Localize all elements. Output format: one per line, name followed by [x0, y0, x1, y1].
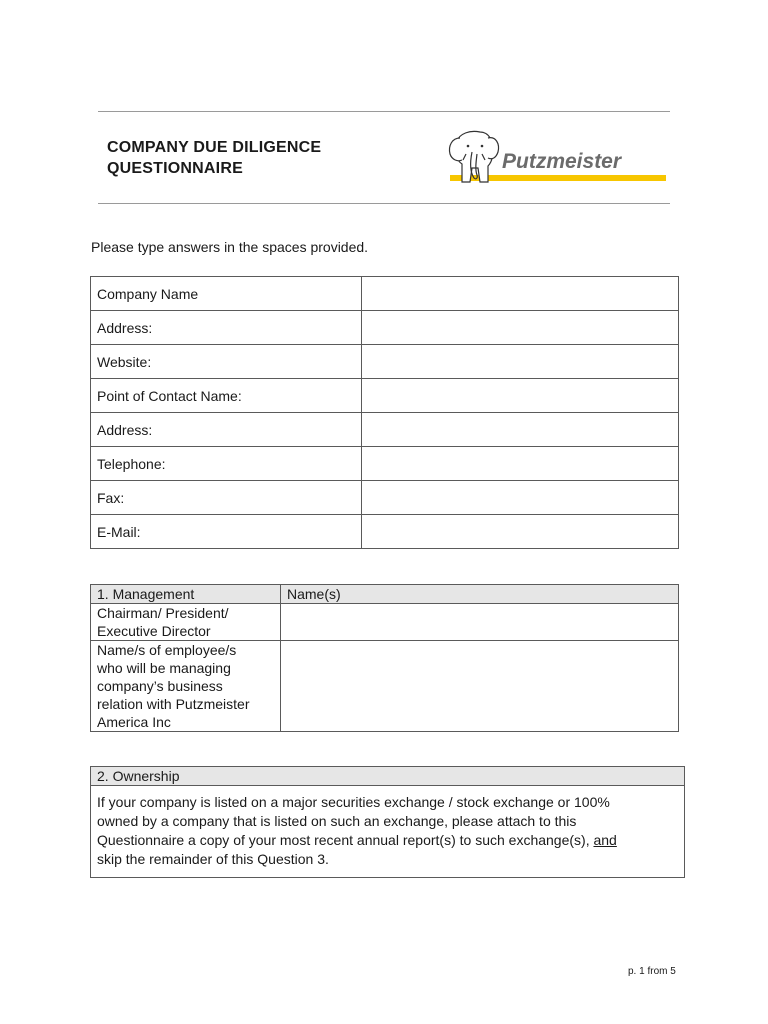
row-label: Address: [91, 413, 362, 447]
title-line-2: QUESTIONNAIRE [107, 160, 243, 177]
table-row [91, 311, 679, 345]
ownership-table [90, 766, 685, 878]
putzmeister-logo [444, 124, 666, 194]
label-line: company’s business [97, 678, 223, 694]
fax-field[interactable] [362, 481, 679, 515]
ownership-line-3-text: Questionnaire a copy of your most recent annual report(s) to such exchange(s), [97, 832, 594, 848]
label-line: America Inc [97, 714, 171, 730]
table-row [91, 786, 685, 878]
header-bottom-rule [98, 203, 670, 204]
row-label: Address: [91, 311, 362, 345]
ownership-line-1: If your company is listed on a major securities exchange / stock exchange or 100% [97, 794, 610, 810]
top-rule [98, 111, 670, 112]
row-label [91, 604, 281, 641]
logo-wordmark: Putzmeister [502, 150, 622, 173]
ownership-header: 2. Ownership [91, 767, 685, 786]
address-field[interactable] [362, 311, 679, 345]
row-label: Fax: [91, 481, 362, 515]
contact-info-table [90, 276, 679, 549]
management-table [90, 584, 679, 732]
row-label: Company Name [91, 277, 362, 311]
row-label: Point of Contact Name: [91, 379, 362, 413]
label-line: who will be managing [97, 660, 231, 676]
table-header-row [91, 767, 685, 786]
row-label: Website: [91, 345, 362, 379]
table-header-row [91, 585, 679, 604]
row-label [91, 641, 281, 732]
table-row [91, 515, 679, 549]
website-field[interactable] [362, 345, 679, 379]
table-row [91, 641, 679, 732]
page-title [107, 137, 407, 179]
table-row [91, 277, 679, 311]
ownership-line-4: skip the remainder of this Question 3. [97, 851, 329, 867]
table-row [91, 447, 679, 481]
instruction-text: Please type answers in the spaces provided. [91, 239, 369, 255]
managing-employees-field[interactable] [281, 641, 679, 732]
row-label: E-Mail: [91, 515, 362, 549]
contact-name-field[interactable] [362, 379, 679, 413]
email-field[interactable] [362, 515, 679, 549]
label-line: Chairman/ President/ [97, 605, 229, 621]
label-line: Executive Director [97, 623, 211, 639]
ownership-and-underlined: and [593, 832, 617, 848]
telephone-field[interactable] [362, 447, 679, 481]
label-line: Name/s of employee/s [97, 642, 237, 658]
company-name-field[interactable] [362, 277, 679, 311]
page-number: p. 1 from 5 [628, 966, 676, 977]
contact-address-field[interactable] [362, 413, 679, 447]
table-row [91, 481, 679, 515]
management-header: 1. Management [91, 585, 281, 604]
table-row [91, 379, 679, 413]
table-row [91, 413, 679, 447]
table-row [91, 604, 679, 641]
chairman-names-field[interactable] [281, 604, 679, 641]
names-header: Name(s) [281, 585, 679, 604]
ownership-line-3 [97, 831, 678, 850]
title-line-1: COMPANY DUE DILIGENCE [107, 139, 322, 156]
row-label: Telephone: [91, 447, 362, 481]
ownership-line-2: owned by a company that is listed on such an exchange, please attach to this [97, 813, 577, 829]
table-row [91, 345, 679, 379]
ownership-text [91, 786, 685, 878]
label-line: relation with Putzmeister [97, 696, 250, 712]
